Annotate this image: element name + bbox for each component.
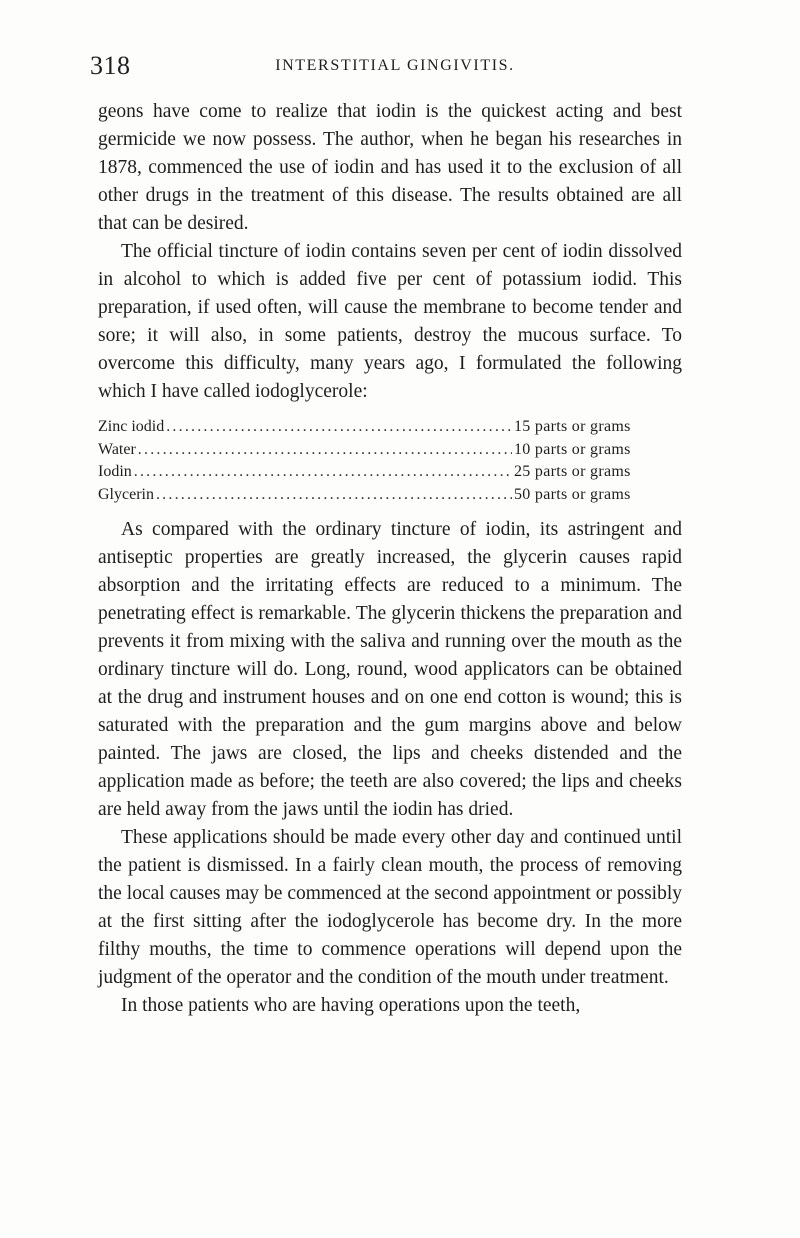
ingredient-name: Glycerin xyxy=(98,485,154,503)
dot-leader xyxy=(134,461,512,484)
running-title: INTERSTITIAL GINGIVITIS. xyxy=(275,57,515,74)
formula-row xyxy=(98,484,682,507)
paragraph-continued: geons have come to realize that iodin is the quickest acting and best germicide we now possess. The author, when he began his researches in 1878, commenced the use of iodin and has used it to the exclusion of all other drugs in the treatment of this disease. The results obtained are all that can be desired. xyxy=(98,101,682,234)
ingredient-amount: 50 parts or grams xyxy=(514,485,631,503)
formula-row xyxy=(98,461,682,484)
ingredient-name: Iodin xyxy=(98,463,132,480)
ingredient-amount: 25 parts or grams xyxy=(514,463,631,480)
paragraph-tincture: The official tincture of iodin contains seven per cent of iodin dissolved in alcohol to which is added five per cent of potassium iodid. This preparation, if used often, will cause the membrane to become tender and sore; it will also, in some patients, destroy the mucous surface. To overcome this difficulty, many years ago, I formulated the following which I have called iodoglycerole: xyxy=(98,241,682,402)
dot-leader xyxy=(138,439,512,462)
page-number: 318 xyxy=(90,51,131,80)
ingredient-name: Zinc iodid xyxy=(98,418,165,435)
dot-leader xyxy=(156,484,512,507)
running-head xyxy=(90,48,690,84)
ingredient-amount: 10 parts or grams xyxy=(514,440,631,458)
formula-row xyxy=(98,439,682,462)
ingredient-name: Water xyxy=(98,440,136,458)
formula-table xyxy=(98,416,682,506)
body-text xyxy=(98,98,682,1020)
paragraph-comparison: As compared with the ordinary tincture of iodin, its astringent and antiseptic properties are greatly increased, the glycerin causes rapid absorption and the irritating effects are reduced to a minimum. The penetrating effect is remarkable. The glycerin thickens the preparation and prevents it from mixing with the saliva and running over the mouth as the ordinary tincture will do. Long, round, wood applicators can be obtained at the drug and instrument houses and on one end cotton is wound; this is saturated with the preparation and the gum margins above and below painted. The jaws are closed, the lips and cheeks distended and the application made as before; the teeth are also covered; the lips and cheeks are held away from the jaws until the iodin has dried. xyxy=(98,519,682,820)
paragraph-applications: These applications should be made every other day and continued until the patient is dismissed. In a fairly clean mouth, the process of removing the local causes may be commenced at the second appointment or possibly at the first sitting after the iodoglycerole has become dry. In the more filthy mouths, the time to commence operations will depend upon the judgment of the operator and the condition of the mouth under treatment. xyxy=(98,827,682,988)
ingredient-amount: 15 parts or grams xyxy=(514,418,631,435)
paragraph-operations: In those patients who are having operations upon the teeth, xyxy=(121,995,581,1016)
dot-leader xyxy=(166,416,512,439)
formula-row xyxy=(98,416,682,439)
